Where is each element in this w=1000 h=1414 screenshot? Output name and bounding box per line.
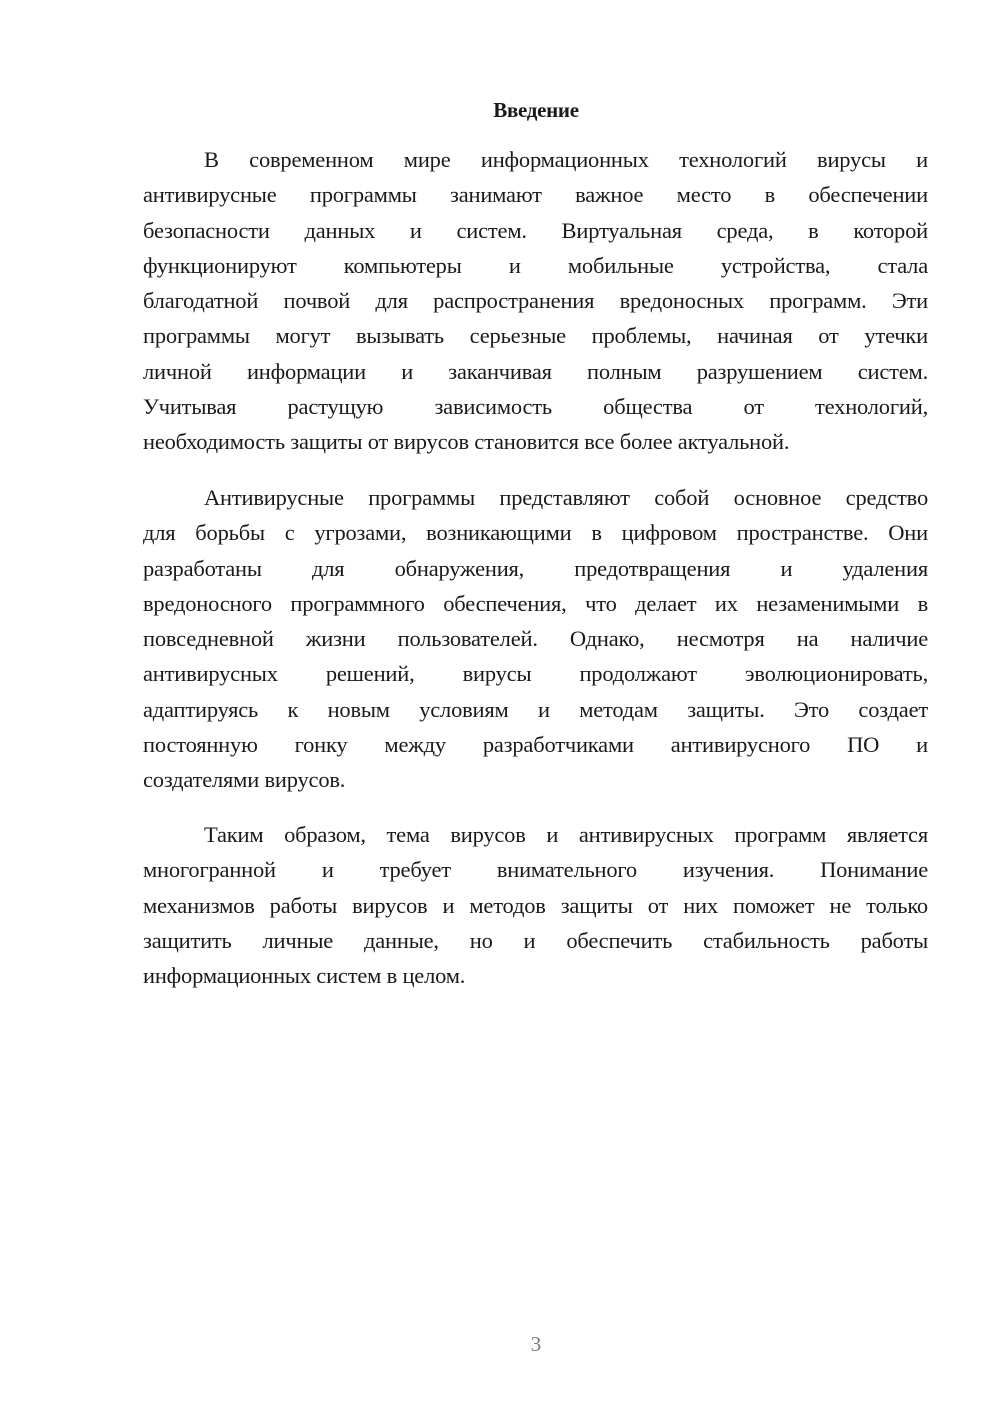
- text-line: необходимость защиты от вирусов становится все более актуальной.: [143, 429, 790, 455]
- text-line: защитить личные данные, но и обеспечить стабильность работы: [143, 927, 928, 953]
- page-number: 3: [530, 1332, 542, 1356]
- text-line: информационных систем в целом.: [143, 963, 466, 989]
- paragraph-2: [143, 480, 928, 798]
- text-line: механизмов работы вирусов и методов защиты от них поможет не только: [143, 892, 928, 918]
- section-heading: Введение: [493, 98, 579, 122]
- text-line: В современном мире информационных технологий вирусы и: [204, 147, 928, 172]
- paragraph-1: [143, 142, 928, 460]
- text-line: Антивирусные программы представляют собой основное средство: [204, 485, 928, 510]
- text-line: антивирусных решений, вирусы продолжают эволюционировать,: [143, 661, 928, 687]
- text-line: разработаны для обнаружения, предотвращения и удаления: [143, 555, 928, 581]
- text-line: для борьбы с угрозами, возникающими в цифровом пространстве. Они: [143, 520, 928, 546]
- text-line: Учитывая растущую зависимость общества от технологий,: [143, 394, 928, 420]
- text-line: повседневной жизни пользователей. Однако, несмотря на наличие: [143, 626, 928, 652]
- paragraph-3: [143, 817, 928, 993]
- text-line: Таким образом, тема вирусов и антивирусных программ является: [204, 822, 928, 847]
- text-line: благодатной почвой для распространения вредоносных программ. Эти: [143, 288, 928, 314]
- text-line: антивирусные программы занимают важное место в обеспечении: [143, 182, 928, 208]
- text-line: адаптируясь к новым условиям и методам защиты. Это создает: [143, 696, 928, 722]
- text-line: вредоносного программного обеспечения, что делает их незаменимыми в: [143, 590, 928, 616]
- text-line: функционируют компьютеры и мобильные устройства, стала: [143, 252, 928, 278]
- text-line: личной информации и заканчивая полным разрушением систем.: [143, 358, 928, 384]
- text-line: многогранной и требует внимательного изучения. Понимание: [143, 857, 928, 883]
- text-line: постоянную гонку между разработчиками антивирусного ПО и: [143, 732, 928, 758]
- text-line: создателями вирусов.: [143, 767, 346, 793]
- text-line: безопасности данных и систем. Виртуальная среда, в которой: [143, 217, 928, 243]
- text-line: программы могут вызывать серьезные проблемы, начиная от утечки: [143, 323, 928, 349]
